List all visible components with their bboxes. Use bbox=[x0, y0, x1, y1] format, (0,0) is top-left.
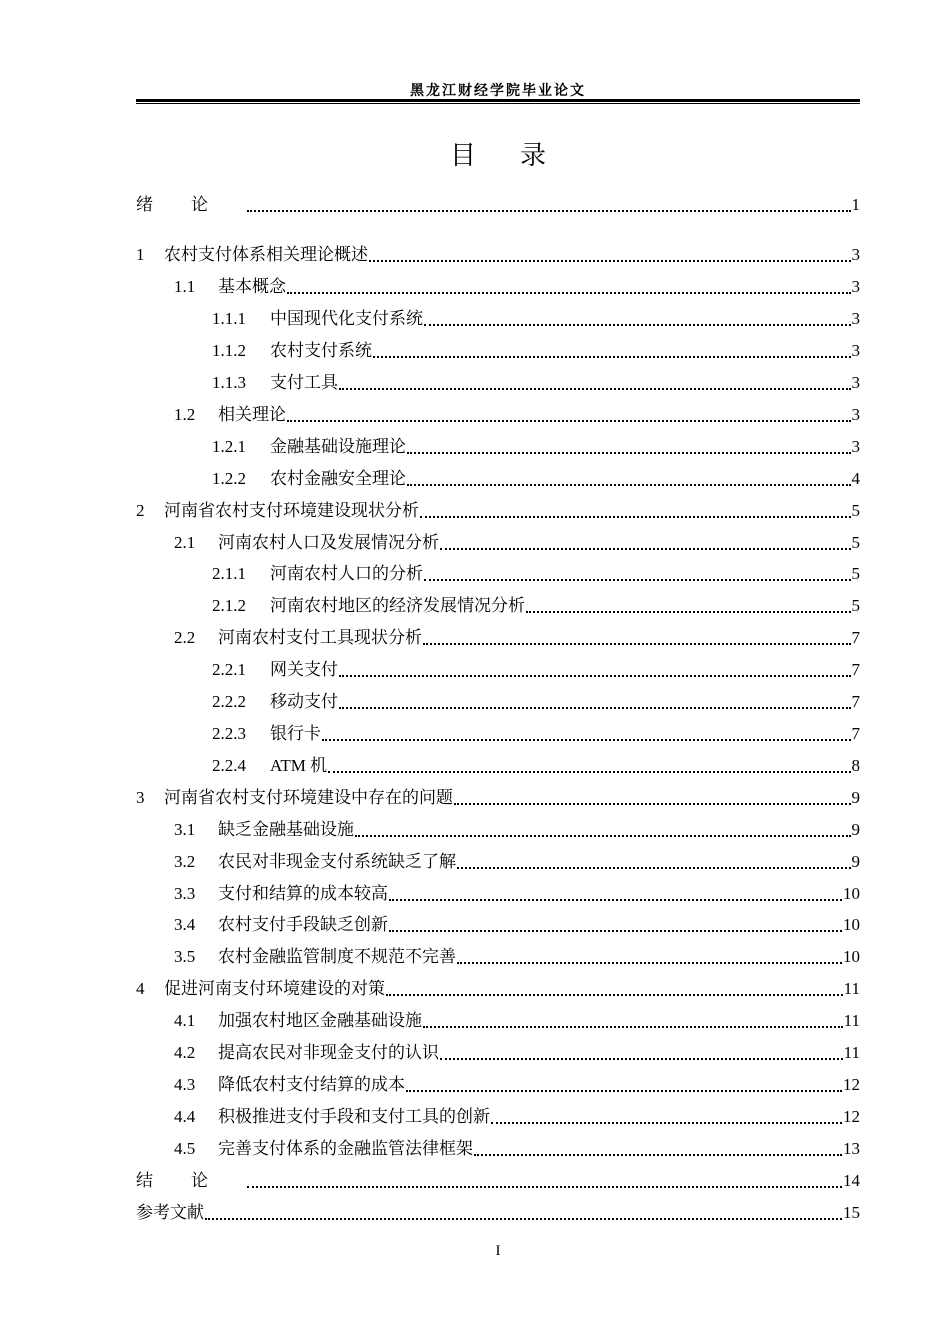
toc-leader-dots bbox=[373, 350, 851, 358]
toc-entry-label: 银行卡 bbox=[270, 724, 321, 743]
toc-entry-page: 1 bbox=[851, 195, 860, 214]
toc-entry[interactable] bbox=[136, 308, 860, 330]
toc-leader-dots bbox=[247, 1180, 842, 1188]
toc-leader-dots bbox=[457, 956, 842, 964]
toc-leader-dots bbox=[424, 573, 851, 581]
toc-entry-page: 13 bbox=[843, 1139, 860, 1158]
toc-entry[interactable] bbox=[136, 563, 860, 585]
toc-entry[interactable] bbox=[136, 436, 860, 458]
toc-entry-label: 促进河南支付环境建设的对策 bbox=[164, 979, 385, 998]
toc-leader-dots bbox=[440, 1052, 843, 1060]
toc-entry-number: 4 bbox=[136, 979, 145, 998]
toc-entry-page: 7 bbox=[851, 660, 860, 679]
toc-entry[interactable] bbox=[136, 978, 860, 1000]
toc-entry-number: 2.1.1 bbox=[212, 564, 246, 583]
toc-title: 目录 bbox=[449, 141, 590, 171]
toc-entry-page: 5 bbox=[851, 596, 860, 615]
toc-entry-label: 相关理论 bbox=[218, 405, 286, 424]
toc-entry-number: 4.2 bbox=[174, 1043, 196, 1062]
toc-entry-label: 河南省农村支付环境建设中存在的问题 bbox=[164, 788, 453, 807]
toc-leader-dots bbox=[339, 701, 851, 709]
toc-entry[interactable] bbox=[136, 372, 860, 394]
toc-entry-number: 2.2.2 bbox=[212, 692, 246, 711]
toc-entry[interactable] bbox=[136, 787, 860, 809]
toc-entry[interactable] bbox=[136, 851, 860, 873]
toc-entry-label: 农村金融监管制度不规范不完善 bbox=[218, 947, 456, 966]
toc-leader-dots bbox=[407, 478, 851, 486]
toc-entry[interactable] bbox=[136, 532, 860, 554]
toc-entry-page: 7 bbox=[851, 692, 860, 711]
toc-entry-label: 农村支付系统 bbox=[270, 341, 372, 360]
toc-entry-number: 1.2 bbox=[174, 405, 196, 424]
toc-entry[interactable] bbox=[136, 276, 860, 298]
toc-leader-dots bbox=[205, 1212, 842, 1220]
toc-leader-dots bbox=[440, 542, 851, 550]
toc-entry-page: 3 bbox=[851, 277, 860, 296]
toc-leader-dots bbox=[420, 510, 851, 518]
toc-entry-number: 3 bbox=[136, 788, 145, 807]
toc-entry-page: 10 bbox=[843, 947, 860, 966]
toc-entry-page: 9 bbox=[851, 820, 860, 839]
toc-entry-page: 11 bbox=[843, 979, 860, 998]
toc-entry-number: 1.1.1 bbox=[212, 309, 246, 328]
toc-entry-page: 5 bbox=[851, 533, 860, 552]
toc-entry-label: ATM 机 bbox=[270, 756, 328, 775]
toc-entry-number: 1 bbox=[136, 245, 145, 264]
toc-entry-label: 支付工具 bbox=[270, 373, 338, 392]
toc-leader-dots bbox=[491, 1116, 842, 1124]
toc-entry-label: 农民对非现金支付系统缺乏了解 bbox=[218, 852, 456, 871]
toc-entry-number: 2.1 bbox=[174, 533, 196, 552]
toc-leader-dots bbox=[339, 669, 851, 677]
toc-entry-label: 支付和结算的成本较高 bbox=[218, 884, 388, 903]
toc-entry-page: 9 bbox=[851, 788, 860, 807]
toc-leader-dots bbox=[287, 286, 851, 294]
toc-entry-number: 2.1.2 bbox=[212, 596, 246, 615]
header-rule-thick bbox=[136, 99, 860, 102]
toc-entry-page: 3 bbox=[851, 405, 860, 424]
toc-leader-dots bbox=[474, 1148, 842, 1156]
toc-entry[interactable] bbox=[136, 500, 860, 522]
toc-entry-label: 参考文献 bbox=[136, 1203, 204, 1222]
toc-entry-label: 金融基础设施理论 bbox=[270, 437, 406, 456]
page-number: I bbox=[495, 1243, 501, 1259]
toc-entry[interactable] bbox=[136, 1074, 860, 1096]
toc-entry-number: 2.2 bbox=[174, 628, 196, 647]
toc-leader-dots bbox=[423, 1020, 843, 1028]
toc-entry-label: 农村支付体系相关理论概述 bbox=[164, 245, 368, 264]
toc-entry[interactable] bbox=[136, 1170, 860, 1192]
running-header: 黑龙江财经学院毕业论文 bbox=[410, 83, 586, 99]
toc-entry-label: 基本概念 bbox=[218, 277, 286, 296]
toc-entry[interactable] bbox=[136, 1202, 860, 1224]
toc-entry-page: 10 bbox=[843, 915, 860, 934]
toc-entry-label: 河南省农村支付环境建设现状分析 bbox=[164, 501, 419, 520]
toc-entry-label: 农村支付手段缺乏创新 bbox=[218, 915, 388, 934]
toc-entry-number: 3.4 bbox=[174, 915, 196, 934]
toc-entry-number: 2.2.4 bbox=[212, 756, 246, 775]
toc-entry[interactable] bbox=[136, 946, 860, 968]
toc-entry[interactable] bbox=[136, 883, 860, 905]
toc-entry[interactable] bbox=[136, 659, 860, 681]
toc-entry-label: 网关支付 bbox=[270, 660, 338, 679]
toc-entry-label: 河南农村地区的经济发展情况分析 bbox=[270, 596, 525, 615]
toc-entry-number: 4.3 bbox=[174, 1075, 196, 1094]
toc-entry-page: 8 bbox=[851, 756, 860, 775]
toc-entry-label: 河南农村人口及发展情况分析 bbox=[218, 533, 439, 552]
toc-entry[interactable] bbox=[136, 914, 860, 936]
toc-entry-page: 11 bbox=[843, 1043, 860, 1062]
toc-entry[interactable] bbox=[136, 468, 860, 490]
toc-entry-number: 1.1 bbox=[174, 277, 196, 296]
toc-entry[interactable] bbox=[136, 1042, 860, 1064]
toc-leader-dots bbox=[287, 414, 851, 422]
toc-entry[interactable] bbox=[136, 1010, 860, 1032]
toc-entry-page: 9 bbox=[851, 852, 860, 871]
toc-entry-number: 2 bbox=[136, 501, 145, 520]
toc-entry-page: 14 bbox=[843, 1171, 860, 1190]
toc-leader-dots bbox=[247, 204, 851, 212]
toc-entry-number: 3.1 bbox=[174, 820, 196, 839]
toc-entry-number: 1.1.2 bbox=[212, 341, 246, 360]
toc-entry-number: 2.2.1 bbox=[212, 660, 246, 679]
toc-leader-dots bbox=[423, 637, 851, 645]
toc-leader-dots bbox=[328, 765, 850, 773]
toc-entry-number: 4.5 bbox=[174, 1139, 196, 1158]
toc-entry-page: 12 bbox=[843, 1107, 860, 1126]
toc-leader-dots bbox=[407, 446, 851, 454]
toc-entry-number: 1.1.3 bbox=[212, 373, 246, 392]
toc-entry-page: 5 bbox=[851, 501, 860, 520]
toc-entry-page: 12 bbox=[843, 1075, 860, 1094]
toc-entry-number: 1.2.1 bbox=[212, 437, 246, 456]
toc-entry[interactable] bbox=[136, 755, 860, 777]
toc-entry-label: 绪论 bbox=[136, 195, 246, 214]
toc-entry-page: 7 bbox=[851, 724, 860, 743]
toc-entry[interactable] bbox=[136, 340, 860, 362]
toc-entry-label: 移动支付 bbox=[270, 692, 338, 711]
toc-leader-dots bbox=[389, 924, 842, 932]
toc-entry-page: 3 bbox=[851, 309, 860, 328]
toc-entry-page: 3 bbox=[851, 437, 860, 456]
toc-leader-dots bbox=[355, 829, 851, 837]
toc-leader-dots bbox=[339, 382, 851, 390]
toc-entry[interactable] bbox=[136, 1138, 860, 1160]
toc-entry-page: 11 bbox=[843, 1011, 860, 1030]
toc-entry[interactable] bbox=[136, 194, 860, 216]
toc-entry-number: 3.5 bbox=[174, 947, 196, 966]
toc-entry-label: 缺乏金融基础设施 bbox=[218, 820, 354, 839]
toc-leader-dots bbox=[457, 861, 851, 869]
toc-entry-number: 4.1 bbox=[174, 1011, 196, 1030]
toc-entry[interactable] bbox=[136, 627, 860, 649]
toc-leader-dots bbox=[369, 254, 851, 262]
toc-entry[interactable] bbox=[136, 1106, 860, 1128]
toc-leader-dots bbox=[322, 733, 851, 741]
toc-leader-dots bbox=[454, 797, 851, 805]
toc-entry-page: 3 bbox=[851, 245, 860, 264]
toc-entry-label: 河南农村支付工具现状分析 bbox=[218, 628, 422, 647]
toc-entry-label: 结论 bbox=[136, 1171, 246, 1190]
toc-entry-label: 河南农村人口的分析 bbox=[270, 564, 423, 583]
toc-entry-page: 4 bbox=[851, 469, 860, 488]
toc-entry[interactable] bbox=[136, 404, 860, 426]
toc-entry[interactable] bbox=[136, 244, 860, 266]
toc-leader-dots bbox=[526, 605, 851, 613]
toc-entry-label: 提高农民对非现金支付的认识 bbox=[218, 1043, 439, 1062]
toc-entry-number: 3.2 bbox=[174, 852, 196, 871]
toc-entry-number: 2.2.3 bbox=[212, 724, 246, 743]
toc-leader-dots bbox=[386, 988, 843, 996]
toc-entry-label: 加强农村地区金融基础设施 bbox=[218, 1011, 422, 1030]
toc-entry-number: 4.4 bbox=[174, 1107, 196, 1126]
toc-entry-page: 10 bbox=[843, 884, 860, 903]
toc-entry-number: 1.2.2 bbox=[212, 469, 246, 488]
toc-entry-number: 3.3 bbox=[174, 884, 196, 903]
toc-entry-label: 降低农村支付结算的成本 bbox=[218, 1075, 405, 1094]
toc-entry-page: 5 bbox=[851, 564, 860, 583]
toc-entry-label: 中国现代化支付系统 bbox=[270, 309, 423, 328]
toc-entry[interactable] bbox=[136, 595, 860, 617]
toc-leader-dots bbox=[406, 1084, 842, 1092]
toc-entry-label: 农村金融安全理论 bbox=[270, 469, 406, 488]
toc-entry-page: 7 bbox=[851, 628, 860, 647]
header-rule-thin bbox=[136, 103, 860, 104]
toc-entry-page: 15 bbox=[843, 1203, 860, 1222]
toc-leader-dots bbox=[424, 318, 851, 326]
toc-entry[interactable] bbox=[136, 691, 860, 713]
toc-entry-page: 3 bbox=[851, 373, 860, 392]
toc-leader-dots bbox=[389, 893, 842, 901]
toc-entry-label: 积极推进支付手段和支付工具的创新 bbox=[218, 1107, 490, 1126]
toc-entry[interactable] bbox=[136, 819, 860, 841]
toc-entry-label: 完善支付体系的金融监管法律框架 bbox=[218, 1139, 473, 1158]
toc-entry-page: 3 bbox=[851, 341, 860, 360]
toc-entry[interactable] bbox=[136, 723, 860, 745]
